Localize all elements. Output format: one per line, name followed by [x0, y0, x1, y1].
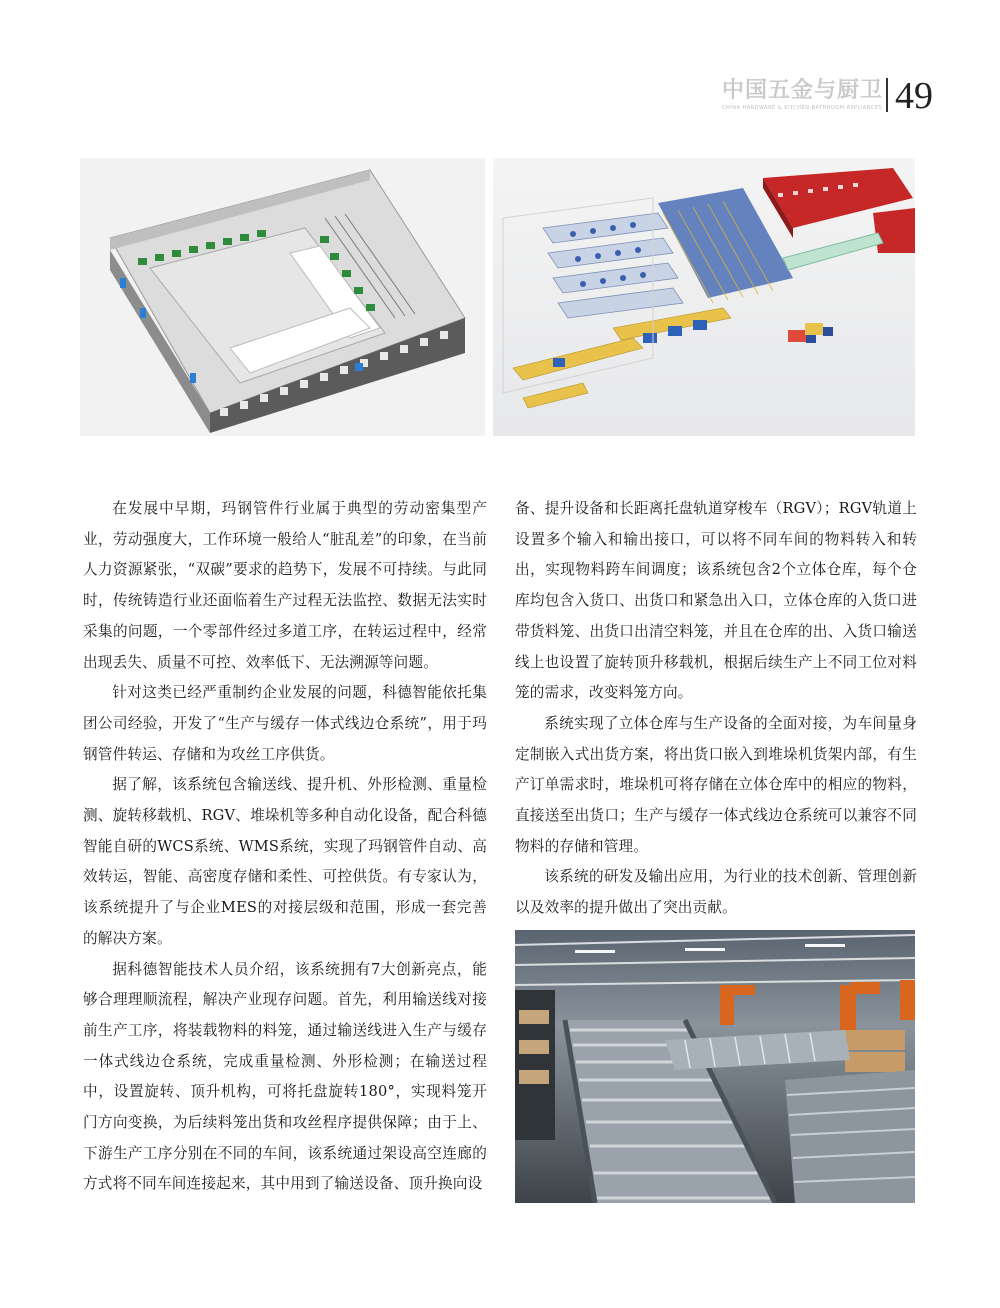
page-number: 49 [895, 75, 933, 117]
article-paragraph: 在发展中早期，玛钢管件行业属于典型的劳动密集型产业，劳动强度大，工作环境一般给人“脏乱差”的印象，在当前人力资源紧张，“双碳”要求的趋势下，发展不可持续。与此同时，传统铸造行业还面临着生产过程无法监控、数据无法实时采集的问题，一个零部件经过多道工序，在转运过程中，经常出现丢失、质量不可控、效率低下、无法溯源等问题。 [83, 500, 487, 671]
article-paragraph: 系统实现了立体仓库与生产设备的全面对接，为车间量身定制嵌入式出货方案，将出货口嵌入到堆垛机货架内部，有生产订单需求时，堆垛机可将存储在立体仓库中的相应的物料，直接送至出货口；生产与缓存一体式线边仓系统可以兼容不同物料的存储和管理。 [515, 714, 917, 855]
magazine-subtitle: CHINA HARDWARE & KITCHEN-BATHROOM APPLIANCES [722, 105, 883, 111]
article-right-column [515, 494, 917, 924]
article-left-column [83, 494, 487, 1200]
article-paragraph: 据科德智能技术人员介绍，该系统拥有7大创新亮点，能够合理理顺流程，解决产业现存问题。首先，利用输送线对接前生产工序，将装载物料的料笼，通过输送线进入生产与缓存一体式线边仓系统，完成重量检测、外形检测；在输送过程中，设置旋转、顶升机构，可将托盘旋转180°，实现料笼开门方向变换，为后续料笼出货和攻丝程序提供保障；由于上、下游生产工序分别在不同的车间，该系统通过架设高空连廊的方式将不同车间连接起来，其中用到了输送设备、顶升换向设 [83, 960, 487, 1193]
warehouse-layout-3d-image [80, 158, 485, 436]
magazine-logo [722, 78, 884, 118]
article-paragraph-continued: 备、提升设备和长距离托盘轨道穿梭车（RGV）；RGV轨道上设置多个输入和输出接口，可以将不同车间的物料转入和转出，实现物料跨车间调度；该系统包含2个立体仓库，每个仓库均包含入货口、出货口和紧急出入口，立体仓库的入货口进带货料笼、出货口出清空料笼，并且在仓库的出、入货口输送线上也设置了旋转顶升移载机，根据后续生产上不同工位对料笼的需求，改变料笼方向。 [515, 500, 917, 702]
roller-conveyor-photo [515, 930, 915, 1203]
article-paragraph: 据了解，该系统包含输送线、提升机、外形检测、重量检测、旋转移载机、RGV、堆垛机等多种自动化设备，配合科德智能自研的WCS系统、WMS系统，实现了玛钢管件自动、高效转运，智能、高密度存储和柔性、可控供货。有专家认为，该系统提升了与企业MES的对接层级和范围，形成一套完善的解决方案。 [83, 776, 487, 947]
logistics-system-render-image [493, 158, 915, 436]
magazine-title: 中国五金与厨卫 [722, 78, 884, 103]
header-divider [886, 78, 888, 112]
article-paragraph: 该系统的研发及输出应用，为行业的技术创新、管理创新以及效率的提升做出了突出贡献。 [515, 868, 917, 917]
article-paragraph: 针对这类已经严重制约企业发展的问题，科德智能依托集团公司经验，开发了“生产与缓存一体式线边仓系统”，用于玛钢管件转运、存储和为攻丝工序供货。 [83, 684, 487, 763]
